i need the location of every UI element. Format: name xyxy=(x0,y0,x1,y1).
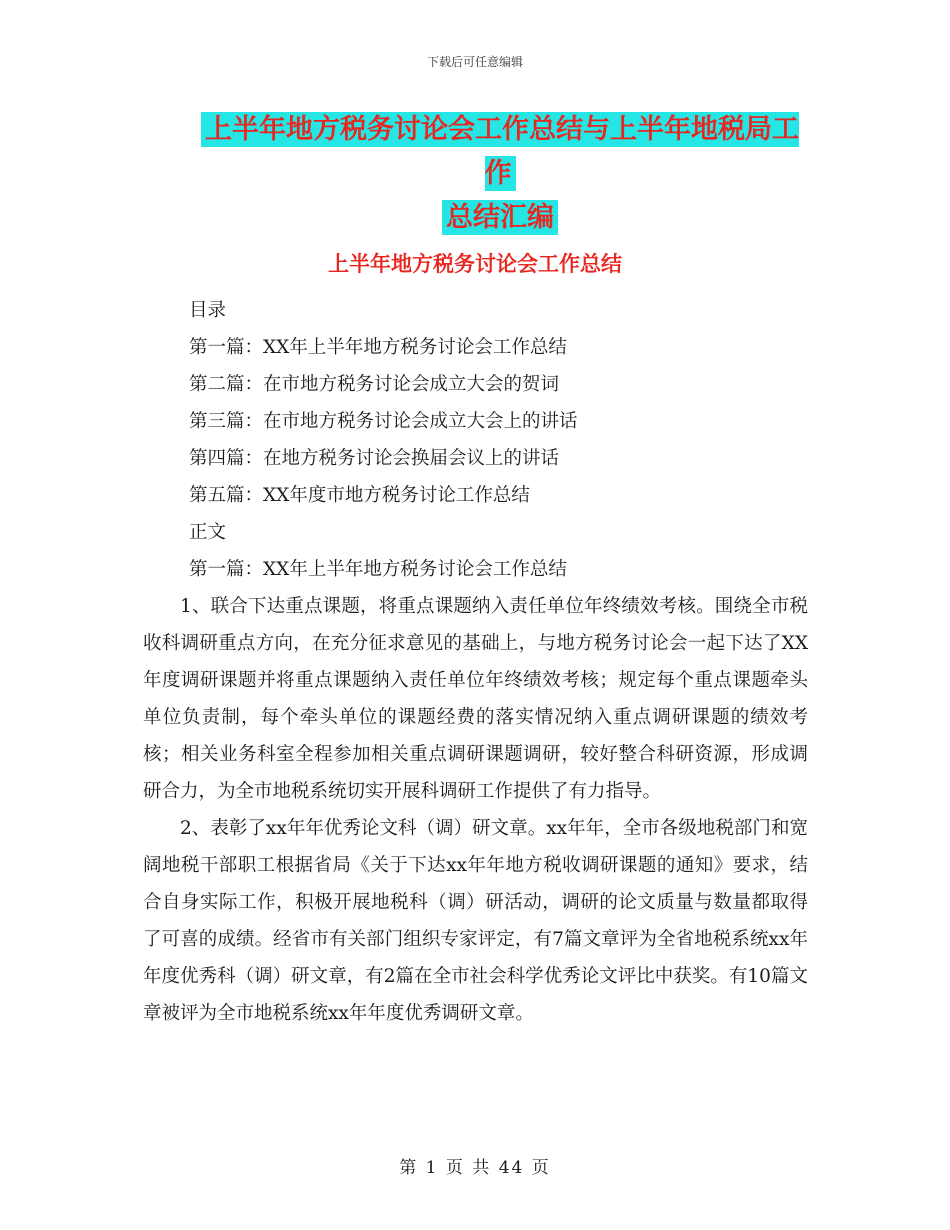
document-title xyxy=(190,108,810,240)
title-line-1: 上半年地方税务讨论会工作总结与上半年地税局工作 xyxy=(201,112,799,191)
toc-item: 第二篇：在市地方税务讨论会成立大会的贺词 xyxy=(189,374,560,395)
section-title: 第一篇：XX年上半年地方税务讨论会工作总结 xyxy=(189,559,567,580)
section-subtitle: 上半年地方税务讨论会工作总结 xyxy=(328,252,622,276)
body-paragraph: 1、联合下达重点课题，将重点课题纳入责任单位年终绩效考核。围绕全市税收科调研重点方向，在充分征求意见的基础上，与地方税务讨论会一起下达了XX年度调研课题并将重点课题纳入责任单位年终绩效考核；规定每个重点课题牵头单位负责制，每个牵头单位的课题经费的落实情况纳入重点调研课题的绩效考核；相关业务科室全程参加相关重点调研课题调研，较好整合科研资源，形成调研合力，为全市地税系统切实开展科调研工作提供了有力指导。 xyxy=(143,596,808,802)
toc-item: 第五篇：XX年度市地方税务讨论工作总结 xyxy=(189,485,530,506)
toc-item: 第四篇：在地方税务讨论会换届会议上的讲话 xyxy=(189,448,560,469)
header-note: 下载后可任意编辑 xyxy=(426,55,523,69)
title-line-2: 总结汇编 xyxy=(442,200,558,235)
document-body xyxy=(143,292,808,1032)
toc-item: 第一篇：XX年上半年地方税务讨论会工作总结 xyxy=(189,337,567,358)
toc-item: 第三篇：在市地方税务讨论会成立大会上的讲话 xyxy=(189,411,578,432)
toc-heading: 目录 xyxy=(189,300,227,321)
body-heading: 正文 xyxy=(189,522,227,543)
body-paragraph: 2、表彰了xx年年优秀论文科（调）研文章。xx年年，全市各级地税部门和宽阔地税干部职工根据省局《关于下达xx年年地方税收调研课题的通知》要求，结合自身实际工作，积极开展地税科（调）研活动，调研的论文质量与数量都取得了可喜的成绩。经省市有关部门组织专家评定，有7篇文章评为全省地税系统xx年年度优秀科（调）研文章，有2篇在全市社会科学优秀论文评比中获奖。有10篇文章被评为全市地税系统xx年年度优秀调研文章。 xyxy=(143,818,808,1024)
page-footer: 第 1 页 共 44 页 xyxy=(399,1158,551,1178)
